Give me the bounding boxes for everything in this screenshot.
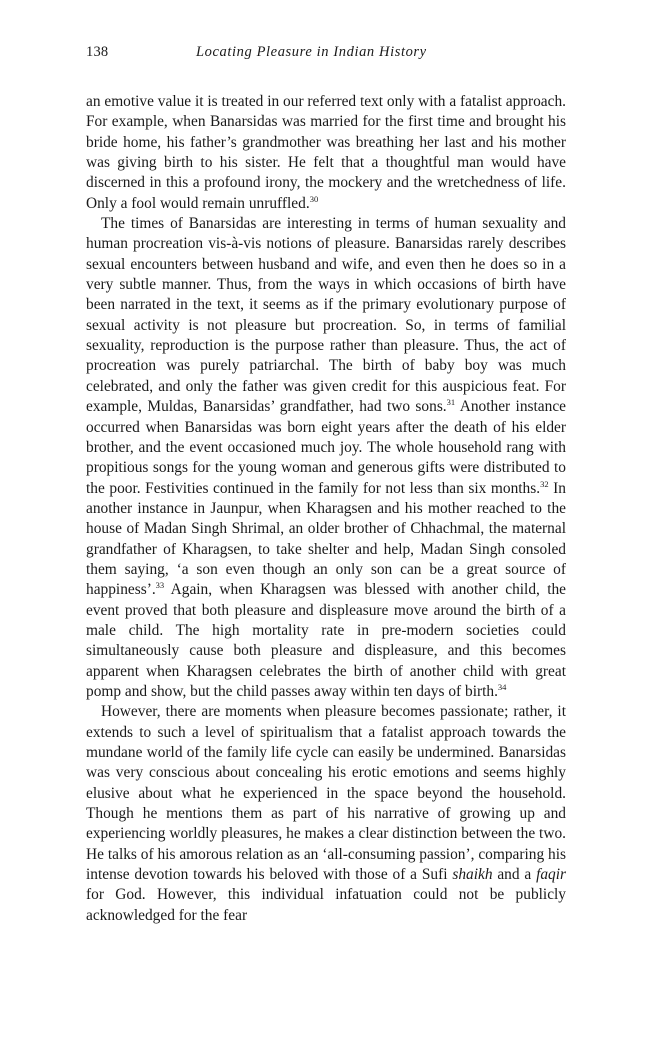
page-number: 138 [86, 44, 109, 60]
italic-term: faqir [536, 866, 566, 884]
paragraph [86, 92, 566, 214]
text-run: and a [492, 866, 537, 884]
book-page [86, 44, 566, 926]
text-run: for God. However, this individual infatuation could not be publicly acknowledged for the fear [86, 886, 566, 924]
page-header [86, 44, 566, 66]
running-title: Locating Pleasure in Indian History [196, 44, 427, 60]
text-run: The times of Banarsidas are interesting in terms of human sexuality and human procreation vis-à-vis notions of pleasure. Banarsidas rarely describes sexual encounters between husband and wife, and even then he does so in a very subtle manner. Thus, from the ways in which occasions of birth have been narrated in the text, it seems as if the primary evolutionary purpose of sexual activity is not pleasure but procreation. So, in terms of familial sexuality, reproduction is the purpose rather than pleasure. Thus, the act of procreation was purely patriarchal. The birth of baby boy was much celebrated, and only the father was given credit for this auspicious feat. For example, Muldas, Banarsidas’ grandfather, had two sons. [86, 215, 566, 416]
footnote-marker: 30 [309, 193, 319, 204]
footnote-marker: 31 [446, 397, 456, 408]
footnote-marker: 33 [155, 580, 165, 591]
text-run: However, there are moments when pleasure becomes passionate; rather, it extends to such a level of spiritualism that a fatalist approach towards the mundane world of the family life cycle can easily be undermined. Banarsidas was very conscious about concealing his erotic emotions and seems highly elusive about what he experienced in the space beyond the household. Though he mentions them as part of his narrative of growing up and experiencing worldly pleasures, he makes a clear distinction between the two. He talks of his amorous relation as an ‘all-consuming passion’, comparing his intense devotion towards his beloved with those of a Sufi [86, 703, 566, 884]
text-run: Again, when Kharagsen was blessed with another child, the event proved that both pleasure and displeasure move around the birth of a male child. The high mortality rate in pre-modern societies could simultaneously cause both pleasure and displeasure, and this becomes apparent when Kharagsen celebrates the birth of another child with great pomp and show, but the child passes away within ten days of birth. [86, 581, 566, 700]
text-run: In another instance in Jaunpur, when Kharagsen and his mother reached to the house of Madan Singh Shrimal, an older brother of Chhachmal, the maternal grandfather of Kharagsen, to take shelter and help, Madan Singh consoled them saying, ‘a son even though an only son can be a great source of happiness’. [86, 479, 566, 599]
paragraph [86, 702, 566, 926]
footnote-marker: 34 [497, 681, 507, 692]
italic-term: shaikh [452, 866, 493, 884]
paragraph [86, 214, 566, 702]
footnote-marker: 32 [540, 478, 549, 489]
body-text [86, 92, 566, 926]
text-run: an emotive value it is treated in our referred text only with a fatalist approach. For example, when Banarsidas was married for the first time and brought his bride home, his father’s grandmother was breathing her last and his mother was giving birth to his sister. He felt that a thoughtful man would have discerned in this a profound irony, the mockery and the wretchedness of life. Only a fool would remain unruffled. [86, 93, 566, 212]
text-run: Another instance occurred when Banarsidas was born eight years after the death of his elder brother, and the event occasioned much joy. The whole household rang with propitious songs for the young woman and generous gifts were distributed to the poor. Festivities continued in the family for not less than six months. [86, 398, 566, 497]
